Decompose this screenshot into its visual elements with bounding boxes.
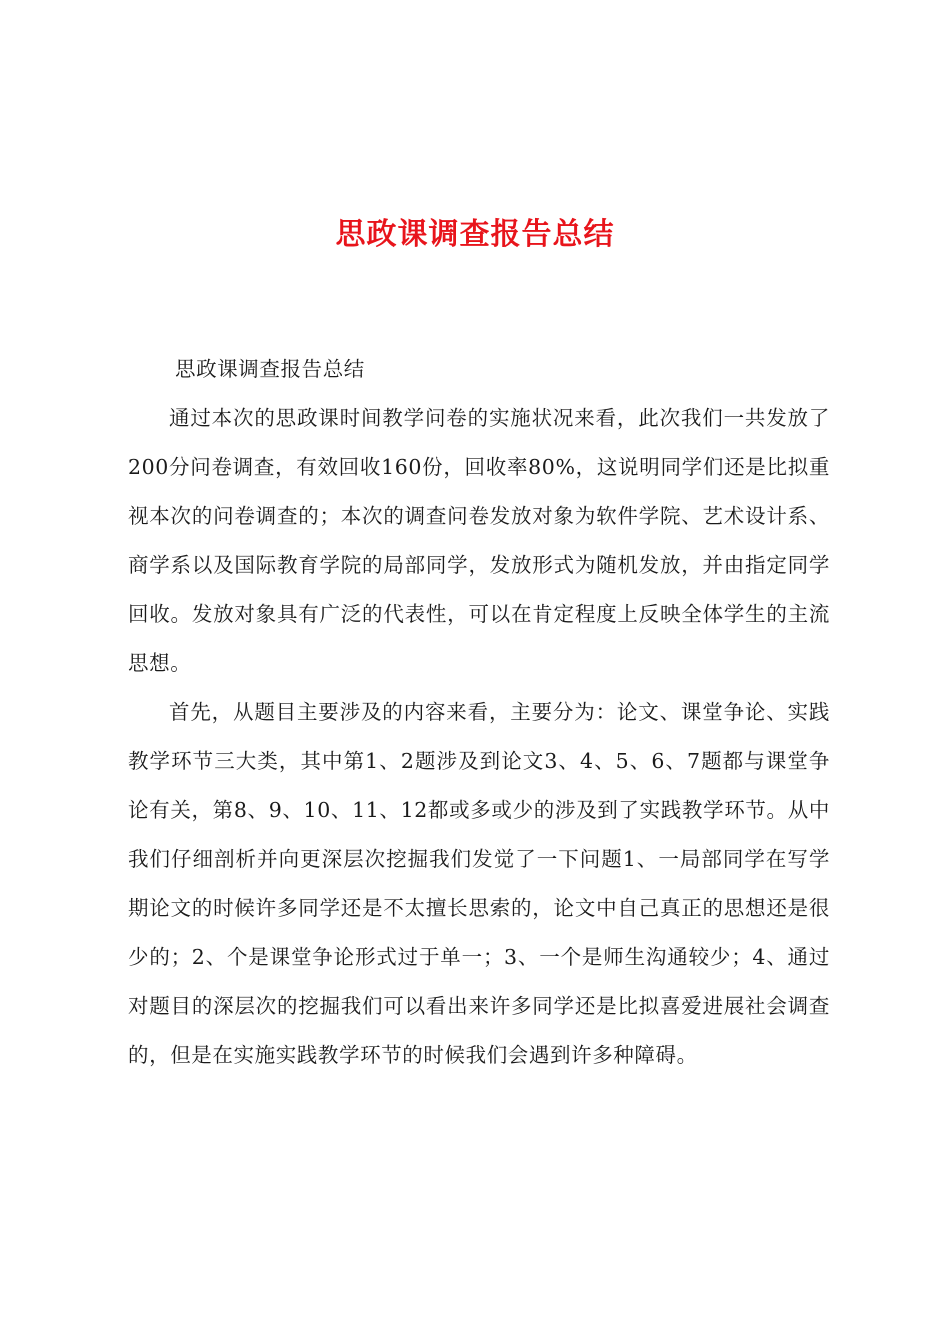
paragraph-survey-overview: 通过本次的思政课时间教学问卷的实施状况来看，此次我们一共发放了200分问卷调查，有效回收160份，回收率80%，这说明同学们还是比拟重视本次的问卷调查的；本次的调查问卷发放对象为软件学院、艺术设计系、商学系以及国际教育学院的局部同学，发放形式为随机发放，并由指定同学回收。发放对象具有广泛的代表性，可以在肯定程度上反映全体学生的主流思想。 — [128, 406, 830, 675]
document-subtitle: 思政课调查报告总结 — [175, 357, 365, 381]
paragraph-content-analysis: 首先，从题目主要涉及的内容来看，主要分为：论文、课堂争论、实践教学环节三大类，其中第1、2题涉及到论文3、4、5、6、7题都与课堂争论有关，第8、9、10、11、12都或多或少的涉及到了实践教学环节。从中我们仔细剖析并向更深层次挖掘我们发觉了一下问题1、一局部同学在写学期论文的时候许多同学还是不太擅长思索的，论文中自己真正的思想还是很少的；2、个是课堂争论形式过于单一；3、一个是师生沟通较少；4、通过对题目的深层次的挖掘我们可以看出来许多同学还是比拟喜爱进展社会调查的，但是在实施实践教学环节的时候我们会遇到许多种障碍。 — [128, 700, 830, 1067]
document-body — [128, 345, 830, 1080]
document-title: 思政课调查报告总结 — [335, 217, 615, 252]
